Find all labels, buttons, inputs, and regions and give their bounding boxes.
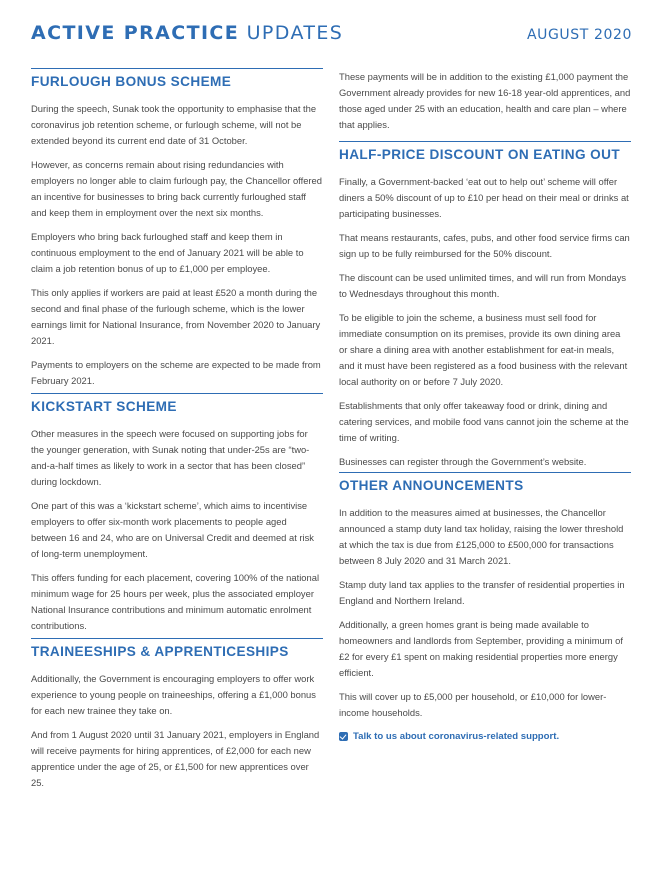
paragraph: Establishments that only offer takeaway food or drink, dining and catering services, and mobile food vans cannot join the scheme at the time of writing. bbox=[339, 400, 629, 443]
section-title: FURLOUGH BONUS SCHEME bbox=[31, 74, 232, 89]
section-eating-out bbox=[339, 141, 631, 470]
paragraph: In addition to the measures aimed at businesses, the Chancellor announced a stamp duty land tax holiday, raising the lower threshold at which the tax is due from £125,000 to £500,000 for transactions between 8 July 2020 and 31 March 2021. bbox=[339, 507, 624, 566]
check-square-icon bbox=[339, 732, 348, 741]
section-kickstart bbox=[31, 393, 323, 634]
support-link-label[interactable]: Talk to us about coronavirus-related support. bbox=[353, 731, 560, 742]
paragraph: Payments to employers on the scheme are expected to be made from February 2021. bbox=[31, 359, 321, 386]
paragraph: However, as concerns remain about rising redundancies with employers no longer able to claim furlough pay, the Chancellor offered an incentive for businesses to bring back currently furloughed staff and keep them in employment over the next six months. bbox=[31, 159, 322, 218]
paragraph: Finally, a Government-backed ‘eat out to help out’ scheme will offer diners a 50% discount of up to £10 per head on their meal or drinks at participating businesses. bbox=[339, 176, 629, 219]
paragraph: Additionally, a green homes grant is being made available to homeowners and landlords from September, providing a minimum of £2 for every £1 spent on making residential properties more energy efficient. bbox=[339, 619, 623, 678]
section-title: TRAINEESHIPS & APPRENTICESHIPS bbox=[31, 644, 289, 659]
left-column bbox=[31, 68, 323, 799]
section-title: HALF-PRICE DISCOUNT ON EATING OUT bbox=[339, 147, 621, 162]
section-furlough bbox=[31, 68, 323, 389]
page-header bbox=[31, 22, 632, 50]
paragraph: Employers who bring back furloughed staff and keep them in continuous employment to the end of January 2021 will be able to claim a job retention bonus of up to £1,000 per employee. bbox=[31, 231, 304, 274]
brand-bold: ACTIVE PRACTICE bbox=[31, 22, 240, 44]
right-column bbox=[339, 68, 631, 742]
paragraph: Businesses can register through the Government’s website. bbox=[339, 456, 587, 467]
paragraph: This only applies if workers are paid at least £520 a month during the second and final phase of the furlough scheme, which is the lower earnings limit for National Insurance, from November 2020 to January 2021. bbox=[31, 287, 321, 346]
section-other-announcements bbox=[339, 472, 631, 742]
paragraph: That means restaurants, cafes, pubs, and other food service firms can sign up to be fully reimbursed for the 50% discount. bbox=[339, 232, 630, 259]
paragraph: Stamp duty land tax applies to the transfer of residential properties in England and Northern Ireland. bbox=[339, 579, 625, 606]
paragraph: This offers funding for each placement, covering 100% of the national minimum wage for 25 hours per week, plus the associated employer National Insurance contributions and minimum automatic enrolment contributions. bbox=[31, 572, 320, 631]
brand-light: UPDATES bbox=[246, 22, 344, 44]
paragraph: Additionally, the Government is encouraging employers to offer work experience to young people on traineeships, offering a £1,000 bonus for each new trainee they take on. bbox=[31, 673, 316, 716]
paragraph: The discount can be used unlimited times, and will run from Mondays to Wednesdays throughout this month. bbox=[339, 272, 627, 299]
paragraph: To be eligible to join the scheme, a business must sell food for immediate consumption on its premises, provide its own dining area or share a dining area with another establishment for eat-in meals, and it must have been registered as a food business with the relevant local authority on or before 7 July 2020. bbox=[339, 312, 628, 387]
paragraph: During the speech, Sunak took the opportunity to emphasise that the coronavirus job retention scheme, or furlough scheme, will not be extended beyond its current end date of 31 October. bbox=[31, 103, 317, 146]
paragraph: One part of this was a ‘kickstart scheme’, which aims to incentivise employers to offer six-month work placements to people aged between 16 and 24, who are on Universal Credit and deemed at risk of long-term unemployment. bbox=[31, 500, 314, 559]
issue-date: AUGUST 2020 bbox=[526, 27, 632, 43]
paragraph: These payments will be in addition to the existing £1,000 payment the Government already provides for new 16-18 year-old apprentices, and those aged under 25 with an education, health and care plan – where that applies. bbox=[339, 71, 631, 130]
section-title: KICKSTART SCHEME bbox=[31, 399, 177, 414]
section-title: OTHER ANNOUNCEMENTS bbox=[339, 478, 524, 493]
support-link[interactable] bbox=[339, 731, 631, 742]
publication-title bbox=[31, 22, 343, 44]
paragraph: And from 1 August 2020 until 31 January 2021, employers in England will receive payments for hiring apprentices, of £2,000 for each new apprentice under the age of 25, or £1,500 for new apprentices over 25. bbox=[31, 729, 320, 788]
section-traineeships bbox=[31, 638, 323, 791]
paragraph: Other measures in the speech were focused on supporting jobs for the younger generation, with Sunak noting that under-25s are “two-and-a-half times as likely to work in a sector that has been closed” during lockdown. bbox=[31, 428, 310, 487]
paragraph: This will cover up to £5,000 per household, or £10,000 for lower-income households. bbox=[339, 691, 607, 718]
